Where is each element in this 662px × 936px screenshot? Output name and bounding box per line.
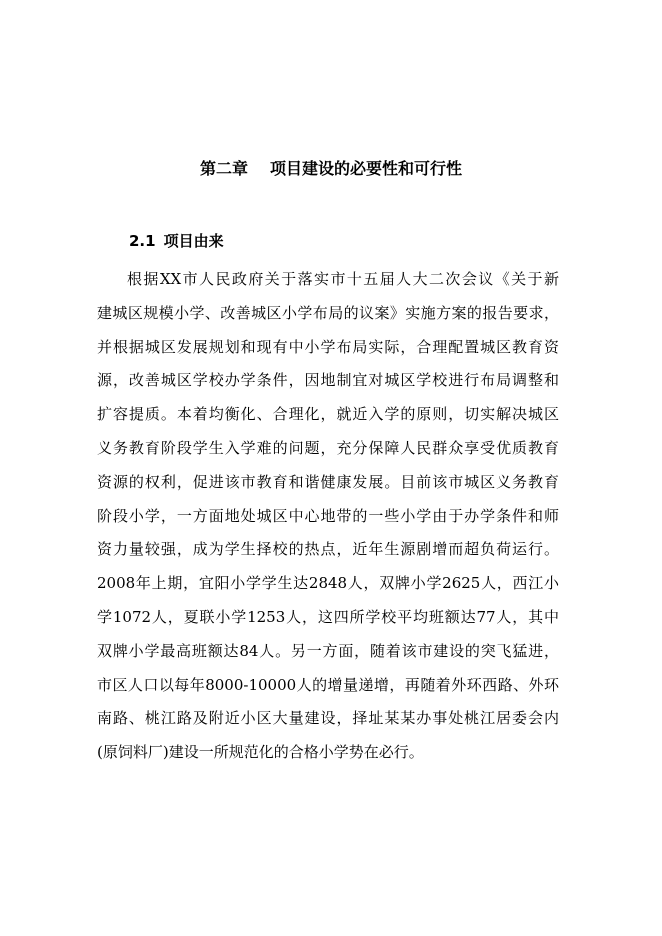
paragraph-line: (原饲料厂)建设一所规范化的合格小学势在必行。 — [97, 743, 424, 762]
paragraph-line: 学1072人，夏联小学1253人，这四所学校平均班额达77人，其中 — [97, 607, 559, 626]
paragraph-line: 源，改善城区学校办学条件，因地制宜对城区学校进行布局调整和 — [97, 371, 559, 390]
paragraph-line: 扩容提质。本着均衡化、合理化，就近入学的原则，切实解决城区 — [97, 405, 559, 424]
paragraph-line: 南路、桃江路及附近小区大量建设，择址某某办事处桃江居委会内 — [97, 709, 559, 728]
chapter-title — [0, 158, 662, 180]
paragraph-line: 2008年上期，宜阳小学学生达2848人，双牌小学2625人，西江小 — [97, 574, 559, 593]
paragraph-line: 资力量较强，成为学生择校的热点，近年生源剧增而超负荷运行。 — [97, 540, 559, 559]
chapter-title-text: 项目建设的必要性和可行性 — [270, 159, 463, 178]
section-number: 2.1 — [129, 232, 156, 250]
paragraph-line: 根据XX市人民政府关于落实市十五届人大二次会议《关于新 — [127, 270, 559, 288]
paragraph-line: 阶段小学，一方面地处城区中心地带的一些小学由于办学条件和师 — [97, 506, 559, 525]
chapter-number: 第二章 — [199, 159, 248, 178]
section-heading — [129, 231, 224, 251]
section-title: 项目由来 — [163, 232, 224, 250]
body-paragraph — [97, 263, 559, 770]
paragraph-line: 建城区规模小学、改善城区小学布局的议案》实施方案的报告要求， — [97, 303, 559, 322]
paragraph-line: 并根据城区发展规划和现有中小学布局实际，合理配置城区教育资 — [97, 337, 559, 356]
paragraph-line: 义务教育阶段学生入学难的问题，充分保障人民群众享受优质教育 — [97, 438, 559, 457]
paragraph-line: 双牌小学最高班额达84人。另一方面，随着该市建设的突飞猛进， — [97, 641, 559, 660]
paragraph-line: 资源的权利，促进该市教育和谐健康发展。目前该市城区义务教育 — [97, 472, 559, 491]
paragraph-line: 市区人口以每年8000-10000人的增量递增，再随着外环西路、外环 — [97, 675, 559, 694]
